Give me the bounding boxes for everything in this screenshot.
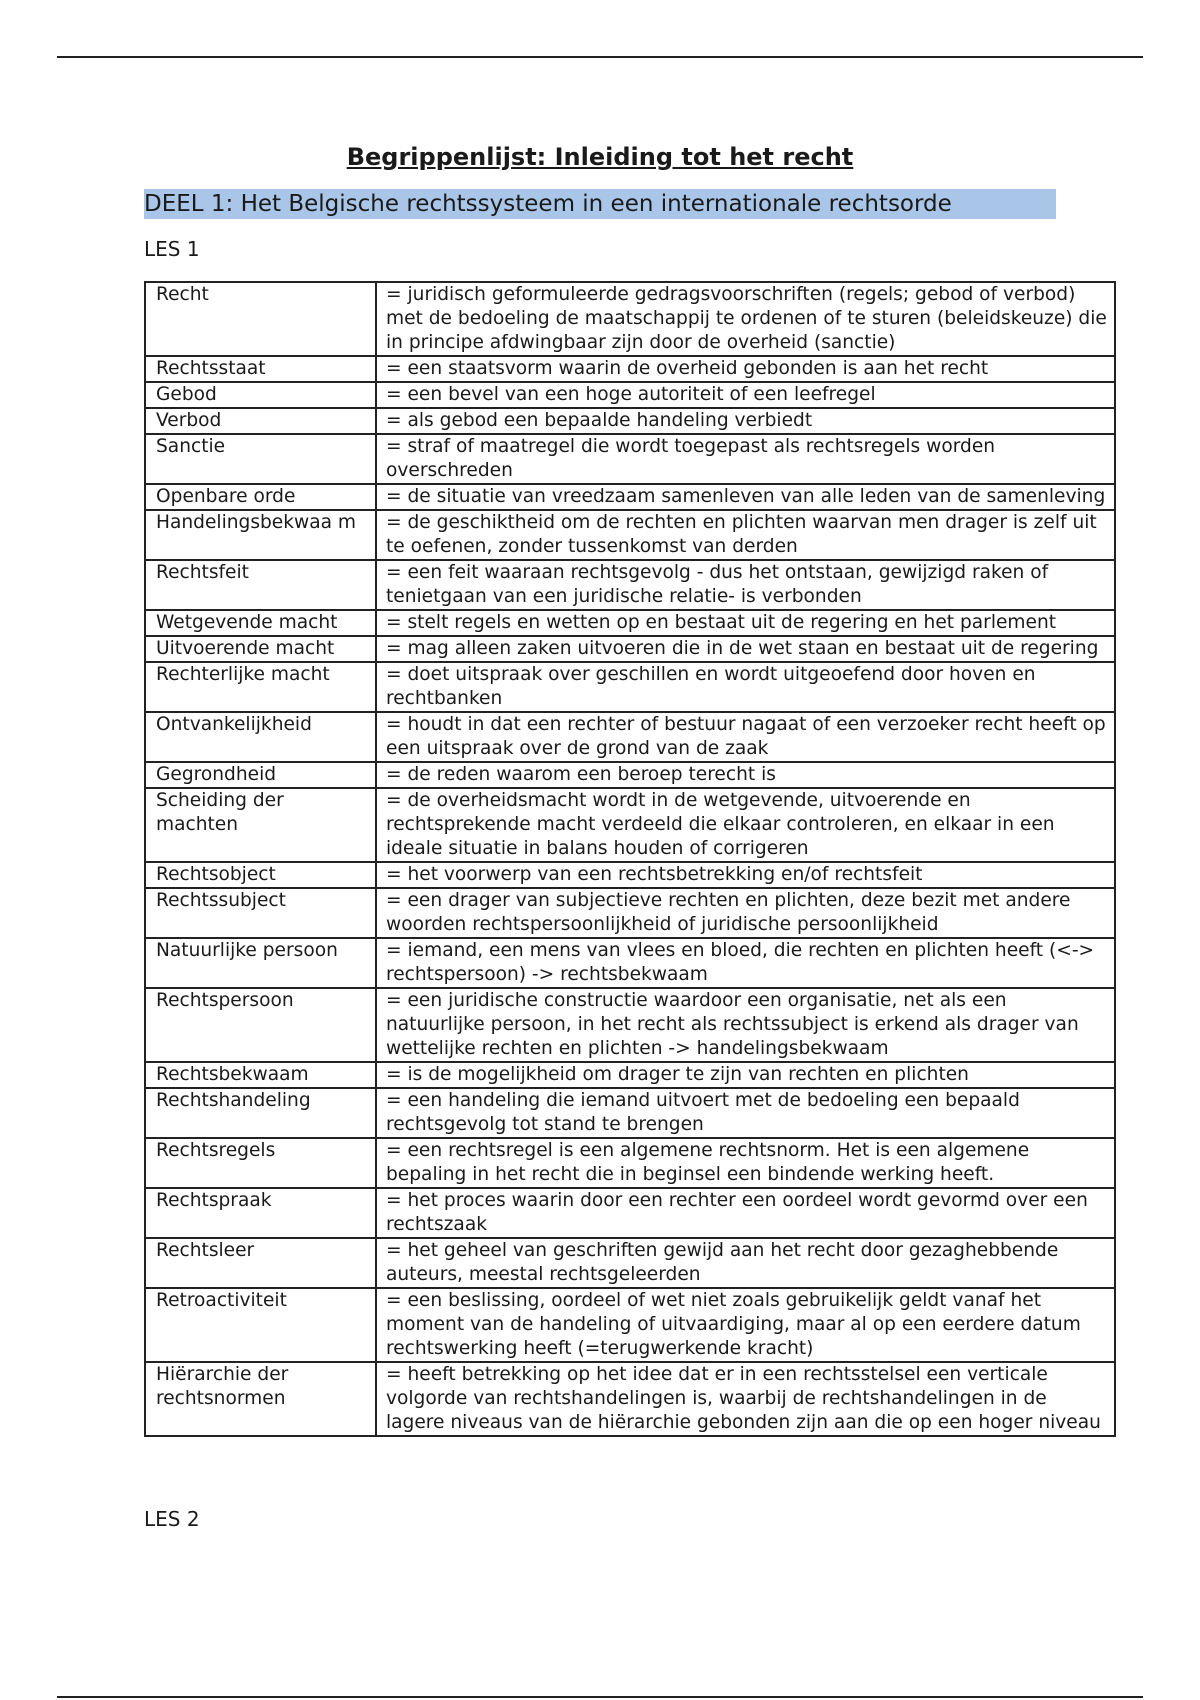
glossary-row <box>145 938 1115 988</box>
glossary-definition: = mag alleen zaken uitvoeren die in de wet staan en bestaat uit de regering <box>376 636 1115 662</box>
glossary-definition: = als gebod een bepaalde handeling verbiedt <box>376 408 1115 434</box>
glossary-definition: = stelt regels en wetten op en bestaat uit de regering en het parlement <box>376 610 1115 636</box>
glossary-definition: = een bevel van een hoge autoriteit of een leefregel <box>376 382 1115 408</box>
glossary-term: Natuurlijke persoon <box>145 938 376 988</box>
header-rule <box>57 56 1143 58</box>
glossary-definition: = een staatsvorm waarin de overheid gebonden is aan het recht <box>376 356 1115 382</box>
glossary-term: Recht <box>145 282 376 356</box>
glossary-term: Openbare orde <box>145 484 376 510</box>
glossary-term: Wetgevende macht <box>145 610 376 636</box>
glossary-term: Rechterlijke macht <box>145 662 376 712</box>
glossary-row <box>145 712 1115 762</box>
glossary-definition: = straf of maatregel die wordt toegepast als rechtsregels worden overschreden <box>376 434 1115 484</box>
glossary-row <box>145 1088 1115 1138</box>
glossary-definition: = het geheel van geschriften gewijd aan het recht door gezaghebbende auteurs, meestal rechtsgeleerden <box>376 1238 1115 1288</box>
glossary-row <box>145 662 1115 712</box>
glossary-row <box>145 988 1115 1062</box>
glossary-term: Rechtsobject <box>145 862 376 888</box>
glossary-definition: = de situatie van vreedzaam samenleven van alle leden van de samenleving <box>376 484 1115 510</box>
glossary-definition: = houdt in dat een rechter of bestuur nagaat of een verzoeker recht heeft op een uitspraak over de grond van de zaak <box>376 712 1115 762</box>
glossary-definition: = een juridische constructie waardoor een organisatie, net als een natuurlijke persoon, in het recht als rechtssubject is erkend als drager van wettelijke rechten en plichten -> handelingsbekwaam <box>376 988 1115 1062</box>
glossary-definition: = het proces waarin door een rechter een oordeel wordt gevormd over een rechtszaak <box>376 1188 1115 1238</box>
glossary-term: Gebod <box>145 382 376 408</box>
glossary-row <box>145 1138 1115 1188</box>
glossary-row <box>145 1238 1115 1288</box>
glossary-definition: = juridisch geformuleerde gedragsvoorschriften (regels; gebod of verbod) met de bedoeling de maatschappij te ordenen of te sturen (beleidskeuze) die in principe afdwingbaar zijn door de overheid (sanctie) <box>376 282 1115 356</box>
glossary-term: Handelingsbekwaa m <box>145 510 376 560</box>
glossary-term: Rechtshandeling <box>145 1088 376 1138</box>
lesson-2-label: LES 2 <box>144 1507 200 1531</box>
glossary-term: Rechtspraak <box>145 1188 376 1238</box>
glossary-term: Rechtspersoon <box>145 988 376 1062</box>
glossary-definition: = iemand, een mens van vlees en bloed, die rechten en plichten heeft (<-> rechtspersoon) -> rechtsbekwaam <box>376 938 1115 988</box>
glossary-table <box>144 281 1116 1437</box>
glossary-term: Rechtsregels <box>145 1138 376 1188</box>
glossary-row <box>145 434 1115 484</box>
glossary-row <box>145 1062 1115 1088</box>
glossary-term: Gegrondheid <box>145 762 376 788</box>
glossary-definition: = de geschiktheid om de rechten en plichten waarvan men drager is zelf uit te oefenen, zonder tussenkomst van derden <box>376 510 1115 560</box>
glossary-row <box>145 610 1115 636</box>
glossary-row <box>145 888 1115 938</box>
glossary-term: Retroactiviteit <box>145 1288 376 1362</box>
glossary-term: Ontvankelijkheid <box>145 712 376 762</box>
glossary-definition: = heeft betrekking op het idee dat er in een rechtsstelsel een verticale volgorde van rechtshandelingen is, waarbij de rechtshandelingen in de lagere niveaus van de hiërarchie gebonden zijn aan die op een hoger niveau <box>376 1362 1115 1436</box>
glossary-row <box>145 560 1115 610</box>
glossary-definition: = het voorwerp van een rechtsbetrekking en/of rechtsfeit <box>376 862 1115 888</box>
lesson-1-label: LES 1 <box>144 237 200 261</box>
footer-rule <box>57 1696 1143 1698</box>
glossary-term: Rechtsstaat <box>145 356 376 382</box>
glossary-row <box>145 636 1115 662</box>
glossary-row <box>145 408 1115 434</box>
section-heading: DEEL 1: Het Belgische rechtssysteem in een internationale rechtsorde <box>144 189 1056 219</box>
glossary-term: Hiërarchie der rechtsnormen <box>145 1362 376 1436</box>
glossary-definition: = de overheidsmacht wordt in de wetgevende, uitvoerende en rechtsprekende macht verdeeld die elkaar controleren, en elkaar in een ideale situatie in balans houden of corrigeren <box>376 788 1115 862</box>
glossary-definition: = een rechtsregel is een algemene rechtsnorm. Het is een algemene bepaling in het recht die in beginsel een bindende werking heeft. <box>376 1138 1115 1188</box>
glossary-term: Rechtsfeit <box>145 560 376 610</box>
glossary-row <box>145 1362 1115 1436</box>
glossary-term: Verbod <box>145 408 376 434</box>
glossary-definition: = is de mogelijkheid om drager te zijn van rechten en plichten <box>376 1062 1115 1088</box>
glossary-definition: = een beslissing, oordeel of wet niet zoals gebruikelijk geldt vanaf het moment van de handeling of uitvaardiging, maar al op een eerdere datum rechtswerking heeft (=terugwerkende kracht) <box>376 1288 1115 1362</box>
glossary-row <box>145 788 1115 862</box>
document-title: Begrippenlijst: Inleiding tot het recht <box>346 143 854 171</box>
glossary-term: Scheiding der machten <box>145 788 376 862</box>
glossary-term: Rechtsbekwaam <box>145 1062 376 1088</box>
glossary-row <box>145 1288 1115 1362</box>
glossary-row <box>145 484 1115 510</box>
glossary-definition: = de reden waarom een beroep terecht is <box>376 762 1115 788</box>
glossary-definition: = een drager van subjectieve rechten en plichten, deze bezit met andere woorden rechtspersoonlijkheid of juridische persoonlijkheid <box>376 888 1115 938</box>
glossary-row <box>145 510 1115 560</box>
glossary-row <box>145 762 1115 788</box>
glossary-definition: = doet uitspraak over geschillen en wordt uitgeoefend door hoven en rechtbanken <box>376 662 1115 712</box>
glossary-term: Sanctie <box>145 434 376 484</box>
glossary-term: Uitvoerende macht <box>145 636 376 662</box>
glossary-term: Rechtsleer <box>145 1238 376 1288</box>
glossary-row <box>145 1188 1115 1238</box>
glossary-row <box>145 282 1115 356</box>
glossary-row <box>145 356 1115 382</box>
glossary-term: Rechtssubject <box>145 888 376 938</box>
glossary-definition: = een feit waaraan rechtsgevolg - dus het ontstaan, gewijzigd raken of tenietgaan van een juridische relatie- is verbonden <box>376 560 1115 610</box>
glossary-row <box>145 382 1115 408</box>
glossary-definition: = een handeling die iemand uitvoert met de bedoeling een bepaald rechtsgevolg tot stand te brengen <box>376 1088 1115 1138</box>
glossary-row <box>145 862 1115 888</box>
